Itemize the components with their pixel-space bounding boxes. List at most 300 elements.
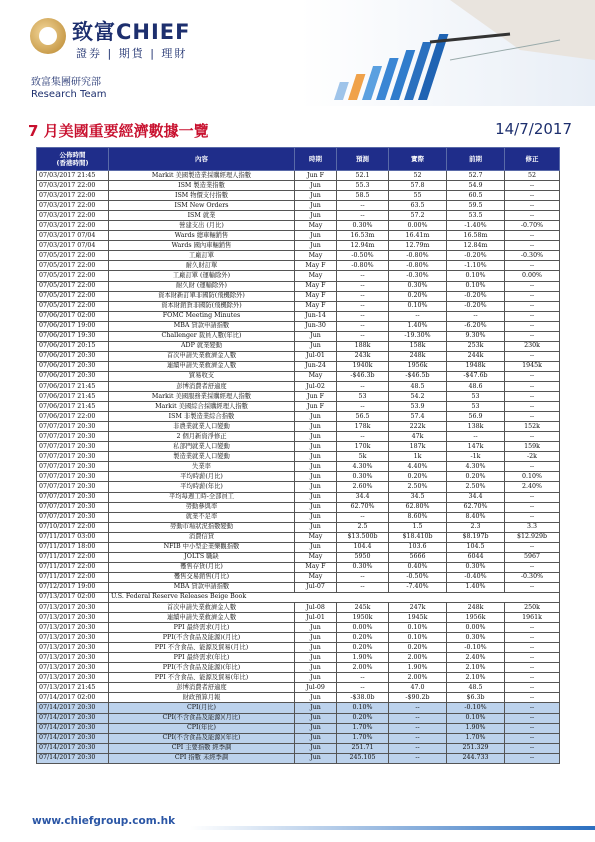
table-cell: -0.80% <box>337 261 389 271</box>
table-cell: 54.2 <box>389 392 447 402</box>
table-cell: 62.70% <box>337 502 389 512</box>
table-cell: -- <box>505 492 560 502</box>
table-cell: May <box>295 271 337 281</box>
table-cell: 資本財銷貨非國防(飛機除外) <box>109 301 295 311</box>
table-cell: 2.5 <box>337 522 389 532</box>
table-cell: -$38.0b <box>337 693 389 703</box>
table-cell: 62.70% <box>447 502 505 512</box>
table-cell: 1.90% <box>337 653 389 663</box>
table-cell: Jun <box>295 743 337 753</box>
table-cell: -- <box>505 371 560 381</box>
table-cell: Jun <box>295 512 337 522</box>
table-cell: 2.50% <box>389 482 447 492</box>
table-cell: 07/05/2017 22:00 <box>37 281 109 291</box>
table-cell: $13.500b <box>337 532 389 542</box>
table-cell: Jun <box>295 452 337 462</box>
table-cell: Jul-01 <box>295 351 337 361</box>
table-cell: Jun <box>295 522 337 532</box>
table-cell: -$90.2b <box>389 693 447 703</box>
table-cell: -- <box>505 412 560 422</box>
table-cell: 彭博消費者舒適度 <box>109 683 295 693</box>
table-cell: 1.70% <box>337 733 389 743</box>
table-cell: 勞動市場狀況指數變動 <box>109 522 295 532</box>
chief-logo-icon <box>30 18 66 54</box>
table-cell: -- <box>505 743 560 753</box>
table-cell: 248k <box>389 351 447 361</box>
table-cell: 07/07/2017 20:30 <box>37 422 109 432</box>
table-cell: -- <box>505 321 560 331</box>
table-cell: Jun F <box>295 171 337 181</box>
table-cell: Jun <box>295 733 337 743</box>
table-cell: 07/06/2017 20:30 <box>37 351 109 361</box>
table-cell: 07/11/2017 18:00 <box>37 542 109 552</box>
table-cell: 07/14/2017 20:30 <box>37 753 109 763</box>
table-row <box>37 703 560 713</box>
table-cell: 07/05/2017 22:00 <box>37 291 109 301</box>
table-cell: PPI 最終需求(年比) <box>109 653 295 663</box>
table-cell: -0.50% <box>337 251 389 261</box>
table-cell: 07/13/2017 20:30 <box>37 673 109 683</box>
table-cell: -- <box>505 201 560 211</box>
table-cell: Jun <box>295 462 337 472</box>
table-cell: 0.10% <box>447 713 505 723</box>
table-row <box>37 502 560 512</box>
table-cell: Jun <box>295 693 337 703</box>
table-cell: 0.10% <box>389 301 447 311</box>
table-cell: 0.30% <box>337 562 389 572</box>
table-body <box>37 171 560 764</box>
table-cell: 0.20% <box>337 633 389 643</box>
table-cell: 07/10/2017 22:00 <box>37 522 109 532</box>
table-row <box>37 291 560 301</box>
table-cell: -$46.3b <box>337 371 389 381</box>
table-cell: -- <box>505 623 560 633</box>
table-cell: 07/06/2017 02:00 <box>37 311 109 321</box>
title-row <box>28 120 578 142</box>
table-cell: 57.4 <box>389 412 447 422</box>
table-cell: 連續申請失業救濟金人數 <box>109 361 295 371</box>
table-cell: 1.90% <box>389 663 447 673</box>
table-cell: -- <box>505 673 560 683</box>
table-cell: 07/05/2017 22:00 <box>37 301 109 311</box>
table-cell: 147k <box>447 442 505 452</box>
table-cell: 07/06/2017 19:30 <box>37 331 109 341</box>
table-cell: -1k <box>447 452 505 462</box>
table-cell: May <box>295 251 337 261</box>
table-cell: 2.00% <box>337 663 389 673</box>
table-cell: 營建支出 (月比) <box>109 221 295 231</box>
table-cell: -- <box>505 713 560 723</box>
table-cell: 0.20% <box>389 472 447 482</box>
table-cell: 07/03/2017 22:00 <box>37 181 109 191</box>
table-cell: ISM 就業 <box>109 211 295 221</box>
table-cell: 07/03/2017 07/04 <box>37 241 109 251</box>
table-cell: -- <box>337 683 389 693</box>
table-cell: 彭博消費者舒適度 <box>109 381 295 391</box>
table-cell: -0.20% <box>447 251 505 261</box>
table-cell: 57.8 <box>389 181 447 191</box>
table-cell: 消費信貸 <box>109 532 295 542</box>
table-cell: 07/13/2017 20:30 <box>37 633 109 643</box>
table-cell: -- <box>337 572 389 582</box>
table-cell: CPI(年比) <box>109 723 295 733</box>
table-cell: 47.0 <box>389 683 447 693</box>
table-cell: Jun <box>295 341 337 351</box>
table-cell: 0.00% <box>389 221 447 231</box>
table-cell: -0.20% <box>447 291 505 301</box>
table-cell: Jun <box>295 472 337 482</box>
table-cell: 56.9 <box>447 412 505 422</box>
table-cell: 1.40% <box>389 321 447 331</box>
table-cell: 5666 <box>389 552 447 562</box>
table-cell: NFIB 中小型企業樂觀指數 <box>109 542 295 552</box>
table-cell: 2 個月新資淨修正 <box>109 432 295 442</box>
table-cell: -- <box>505 512 560 522</box>
table-cell: 245k <box>337 603 389 613</box>
table-cell: -0.30% <box>389 271 447 281</box>
table-cell: 07/14/2017 20:30 <box>37 713 109 723</box>
table-cell: 9.30% <box>447 331 505 341</box>
table-cell: 1961k <box>505 613 560 623</box>
table-row <box>37 673 560 683</box>
table-cell: 0.20% <box>389 291 447 301</box>
brand-tagline: 證券 | 期貨 | 理財 <box>76 47 188 60</box>
table-cell: 12.79m <box>389 241 447 251</box>
table-cell: -- <box>337 381 389 391</box>
table-cell: ISM 製造業指數 <box>109 181 295 191</box>
table-cell: -- <box>337 402 389 412</box>
table-cell: 244.733 <box>447 753 505 763</box>
table-cell: 8.40% <box>447 512 505 522</box>
table-cell: 私部門就業人口變動 <box>109 442 295 452</box>
table-cell: 0.10% <box>389 623 447 633</box>
table-cell: 5967 <box>505 552 560 562</box>
table-cell: Wards 國內車輛銷售 <box>109 241 295 251</box>
table-cell: 0.10% <box>447 271 505 281</box>
table-cell: May <box>295 371 337 381</box>
col-previous-header: 前期 <box>447 148 505 171</box>
col-actual-header: 實際 <box>389 148 447 171</box>
table-row <box>37 643 560 653</box>
table-cell: -- <box>337 291 389 301</box>
table-cell: Jun <box>295 241 337 251</box>
table-cell: 12.94m <box>337 241 389 251</box>
table-cell: -- <box>505 683 560 693</box>
table-cell: 07/05/2017 22:00 <box>37 251 109 261</box>
table-cell: Jun <box>295 191 337 201</box>
table-row <box>37 191 560 201</box>
table-cell: Jul-07 <box>295 582 337 592</box>
table-cell: 138k <box>447 422 505 432</box>
table-cell: 0.30% <box>447 633 505 643</box>
table-cell: 16.41m <box>389 231 447 241</box>
table-cell: ISM 非製造業綜合指數 <box>109 412 295 422</box>
table-cell: -- <box>337 582 389 592</box>
table-row <box>37 522 560 532</box>
table-cell: 2.3 <box>447 522 505 532</box>
table-cell: 104.5 <box>447 542 505 552</box>
table-row <box>37 623 560 633</box>
table-cell: Jun <box>295 412 337 422</box>
table-cell: Jun <box>295 442 337 452</box>
table-cell: 5950 <box>337 552 389 562</box>
table-cell: 07/06/2017 21:45 <box>37 402 109 412</box>
table-row <box>37 653 560 663</box>
table-cell: 07/03/2017 22:00 <box>37 191 109 201</box>
table-cell: 55.3 <box>337 181 389 191</box>
table-cell: -0.10% <box>447 703 505 713</box>
table-cell: Jun <box>295 663 337 673</box>
table-row <box>37 753 560 763</box>
footer-url[interactable]: www.chiefgroup.com.hk <box>32 815 176 827</box>
table-cell: 63.5 <box>389 201 447 211</box>
table-cell: $6.3b <box>447 693 505 703</box>
table-cell: Jun <box>295 331 337 341</box>
table-cell: $18.410b <box>389 532 447 542</box>
table-cell: -- <box>505 211 560 221</box>
table-cell: 0.20% <box>337 713 389 723</box>
table-row <box>37 231 560 241</box>
table-cell: 07/06/2017 21:45 <box>37 392 109 402</box>
table-cell: 0.20% <box>447 472 505 482</box>
table-row <box>37 281 560 291</box>
table-cell: 0.00% <box>337 623 389 633</box>
table-cell: -- <box>505 582 560 592</box>
table-row <box>37 572 560 582</box>
table-cell: CPI(月比) <box>109 703 295 713</box>
table-cell: 0.30% <box>337 221 389 231</box>
table-cell: -0.40% <box>447 572 505 582</box>
table-row <box>37 221 560 231</box>
table-cell: May <box>295 532 337 542</box>
table-cell: PPI 最終需求(月比) <box>109 623 295 633</box>
table-cell: Jul-08 <box>295 603 337 613</box>
table-cell: -$46.5b <box>389 371 447 381</box>
table-cell: 勞動參與率 <box>109 502 295 512</box>
table-row <box>37 462 560 472</box>
table-cell: 07/13/2017 20:30 <box>37 623 109 633</box>
table-row <box>37 663 560 673</box>
table-row <box>37 693 560 703</box>
table-cell: 07/03/2017 07/04 <box>37 231 109 241</box>
table-cell: 平均時薪(年比) <box>109 482 295 492</box>
table-cell: 158k <box>389 341 447 351</box>
table-row <box>37 492 560 502</box>
research-group-label: 致富集團研究部 <box>31 77 101 88</box>
table-cell: 48.6 <box>447 381 505 391</box>
table-cell: 07/07/2017 20:30 <box>37 492 109 502</box>
table-row <box>37 542 560 552</box>
table-cell: Jun <box>295 713 337 723</box>
table-cell: 07/14/2017 20:30 <box>37 733 109 743</box>
table-cell: Jun F <box>295 392 337 402</box>
table-cell: 失業率 <box>109 462 295 472</box>
table-cell: -- <box>337 673 389 683</box>
table-cell: -- <box>505 381 560 391</box>
table-cell: 0.20% <box>389 643 447 653</box>
table-row <box>37 402 560 412</box>
table-cell: 2.60% <box>337 482 389 492</box>
table-row <box>37 171 560 181</box>
table-cell: 0.20% <box>337 643 389 653</box>
table-cell: 4.30% <box>447 462 505 472</box>
table-row <box>37 562 560 572</box>
table-cell: May <box>295 572 337 582</box>
table-cell: 2.50% <box>447 482 505 492</box>
table-cell: -- <box>337 211 389 221</box>
table-row <box>37 361 560 371</box>
report-date: 14/7/2017 <box>495 120 572 138</box>
table-cell: 07/11/2017 22:00 <box>37 562 109 572</box>
table-cell: -1.10% <box>447 261 505 271</box>
table-cell: May F <box>295 261 337 271</box>
table-cell: CPI(不含食品及能源)(月比) <box>109 713 295 723</box>
table-cell: 1.90% <box>447 723 505 733</box>
table-cell: -- <box>337 311 389 321</box>
table-row <box>37 301 560 311</box>
table-cell: 178k <box>337 422 389 432</box>
table-row <box>37 683 560 693</box>
table-cell: 34.4 <box>337 492 389 502</box>
table-cell: May F <box>295 301 337 311</box>
table-cell: 0.10% <box>447 281 505 291</box>
table-cell: 07/14/2017 20:30 <box>37 743 109 753</box>
table-cell: -7.40% <box>389 582 447 592</box>
table-row <box>37 733 560 743</box>
table-row <box>37 181 560 191</box>
table-cell: -0.80% <box>389 261 447 271</box>
table-cell: -- <box>505 542 560 552</box>
table-cell: -- <box>337 321 389 331</box>
table-cell: -- <box>505 402 560 412</box>
table-cell: 47k <box>389 432 447 442</box>
table-cell: 12.84m <box>447 241 505 251</box>
table-cell: 58.5 <box>337 191 389 201</box>
table-cell: 53 <box>447 392 505 402</box>
table-cell: 0.30% <box>447 562 505 572</box>
table-cell: 16.53m <box>337 231 389 241</box>
table-cell: 244k <box>447 351 505 361</box>
table-cell: 1956k <box>389 361 447 371</box>
table-cell: Markit 美國服務業採購經理人指數 <box>109 392 295 402</box>
table-cell: Jun <box>295 753 337 763</box>
table-cell: 工廠訂單 (運輸除外) <box>109 271 295 281</box>
table-cell: 57.2 <box>389 211 447 221</box>
table-cell: Jun <box>295 211 337 221</box>
col-content-header: 內容 <box>109 148 295 171</box>
table-cell: Jun-14 <box>295 311 337 321</box>
table-cell: 170k <box>337 442 389 452</box>
table-row <box>37 603 560 613</box>
table-cell: Jun <box>295 492 337 502</box>
table-cell: May <box>295 552 337 562</box>
table-cell: 2.10% <box>447 673 505 683</box>
table-row <box>37 311 560 321</box>
table-cell: 07/07/2017 20:30 <box>37 442 109 452</box>
table-cell: -- <box>389 743 447 753</box>
table-cell: -- <box>505 663 560 673</box>
table-cell: -- <box>505 311 560 321</box>
table-cell: 07/13/2017 20:30 <box>37 603 109 613</box>
table-cell: -- <box>337 281 389 291</box>
table-cell: 工廠訂單 <box>109 251 295 261</box>
table-cell: 07/11/2017 03:00 <box>37 532 109 542</box>
table-cell: 8.60% <box>389 512 447 522</box>
table-cell: -- <box>505 392 560 402</box>
table-cell: Jun <box>295 643 337 653</box>
table-cell: -- <box>337 331 389 341</box>
table-cell: 53.9 <box>389 402 447 412</box>
table-cell: Jun <box>295 723 337 733</box>
table-cell: 07/14/2017 02:00 <box>37 693 109 703</box>
footer-bar <box>190 826 595 830</box>
table-row <box>37 381 560 391</box>
table-cell: 0.10% <box>337 703 389 713</box>
table-cell: 07/07/2017 20:30 <box>37 512 109 522</box>
table-cell: 0.30% <box>389 281 447 291</box>
table-cell: 48.5 <box>389 381 447 391</box>
table-cell: -- <box>505 562 560 572</box>
table-cell: Jun <box>295 542 337 552</box>
table-cell: Jun <box>295 623 337 633</box>
brand-name: 致富CHIEF <box>72 20 191 44</box>
table-cell: 躉售交易銷售(月比) <box>109 572 295 582</box>
table-row <box>37 482 560 492</box>
table-cell: 253k <box>447 341 505 351</box>
table-cell: $12.929b <box>505 532 560 542</box>
table-cell: 53 <box>337 392 389 402</box>
table-cell: -- <box>447 311 505 321</box>
table-cell: 1945k <box>389 613 447 623</box>
table-cell: 製造業就業人口變動 <box>109 452 295 462</box>
table-row <box>37 432 560 442</box>
table-cell: -- <box>505 301 560 311</box>
table-cell: Jun <box>295 231 337 241</box>
table-cell: -- <box>447 432 505 442</box>
table-row <box>37 552 560 562</box>
table-cell: 07/03/2017 22:00 <box>37 221 109 231</box>
table-cell: 07/13/2017 20:30 <box>37 613 109 623</box>
table-cell: 平均時薪(月比) <box>109 472 295 482</box>
table-cell: 貿易收支 <box>109 371 295 381</box>
table-cell: -2k <box>505 452 560 462</box>
table-cell: 62.80% <box>389 502 447 512</box>
table-cell: 0.00% <box>505 271 560 281</box>
table-cell: -- <box>505 281 560 291</box>
table-cell: PPI 不含食品、能源及貿易(年比) <box>109 673 295 683</box>
table-cell: 34.5 <box>389 492 447 502</box>
table-cell: 07/13/2017 20:30 <box>37 663 109 673</box>
table-cell: 07/07/2017 20:30 <box>37 462 109 472</box>
table-row <box>37 271 560 281</box>
page-header <box>0 0 595 110</box>
table-cell: 07/03/2017 22:00 <box>37 211 109 221</box>
table-row <box>37 331 560 341</box>
table-cell: 首次申請失業救濟金人數 <box>109 603 295 613</box>
table-cell: 0.10% <box>505 472 560 482</box>
table-cell: 230k <box>505 341 560 351</box>
col-period-header: 時期 <box>295 148 337 171</box>
table-row <box>37 452 560 462</box>
table-cell: 247k <box>389 603 447 613</box>
table-cell: -19.30% <box>389 331 447 341</box>
table-cell: 1.70% <box>447 733 505 743</box>
table-cell: Jun <box>295 673 337 683</box>
table-cell: 159k <box>505 442 560 452</box>
table-cell: 07/07/2017 20:30 <box>37 482 109 492</box>
table-header-row <box>37 148 560 171</box>
table-cell: 首次申請失業救濟金人數 <box>109 351 295 361</box>
